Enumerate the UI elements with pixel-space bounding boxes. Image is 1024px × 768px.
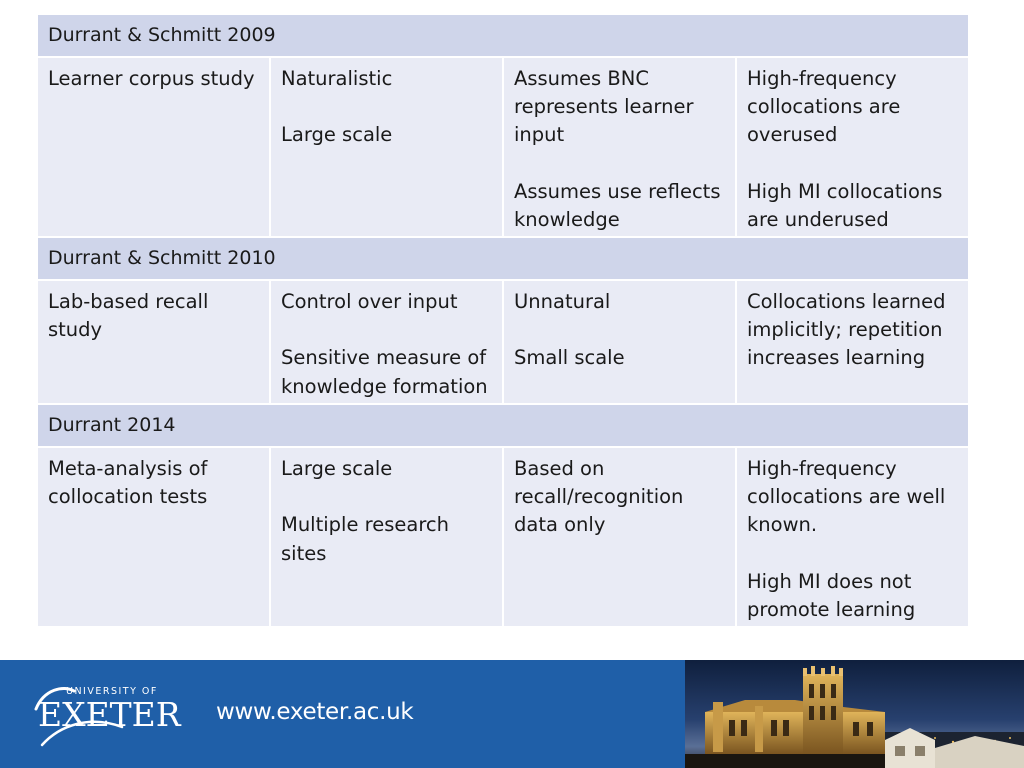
cell-text: Large scale xyxy=(281,457,393,480)
comparison-table xyxy=(38,15,964,626)
strengths-cell xyxy=(271,448,502,626)
cell-text: Small scale xyxy=(514,346,625,370)
strengths-cell xyxy=(271,281,502,403)
cell-text: Assumes BNC represents learner input xyxy=(514,67,694,147)
cell-text: Large scale xyxy=(281,123,393,147)
limitations-cell xyxy=(504,281,735,403)
study-type-cell xyxy=(38,281,269,403)
cell-text: Meta-analysis of collocation tests xyxy=(48,457,208,509)
cell-text: Learner corpus study xyxy=(48,67,255,90)
cell-text: Control over input xyxy=(281,290,458,313)
section-header-durrant-schmitt-2009: Durrant & Schmitt 2009 xyxy=(38,15,968,56)
cathedral-photo xyxy=(685,660,1024,768)
findings-cell xyxy=(737,448,968,626)
cathedral-night-image xyxy=(685,660,1024,768)
findings-cell xyxy=(737,281,968,403)
cell-text: High-frequency collocations are well known. xyxy=(747,457,946,537)
limitations-cell xyxy=(504,448,735,626)
cell-text: High MI does not promote learning xyxy=(747,569,916,621)
cell-text: Naturalistic xyxy=(281,67,393,90)
footer-band xyxy=(0,660,1024,768)
cell-text: High MI collocations are underused xyxy=(747,179,943,231)
university-logo xyxy=(30,685,181,751)
logo-name-text: EXETER xyxy=(38,695,181,734)
section-header-durrant-schmitt-2010: Durrant & Schmitt 2010 xyxy=(38,238,968,279)
findings-cell xyxy=(737,58,968,236)
cell-text: Unnatural xyxy=(514,290,611,313)
study-type-cell xyxy=(38,448,269,626)
cell-text: Multiple research sites xyxy=(281,513,450,565)
cell-text: Sensitive measure of knowledge formation xyxy=(281,346,488,398)
cell-text: Assumes use reflects knowledge xyxy=(514,179,721,231)
study-type-cell xyxy=(38,58,269,236)
cell-text: High-frequency collocations are overused xyxy=(747,67,901,147)
limitations-cell xyxy=(504,58,735,236)
section-header-durrant-2014: Durrant 2014 xyxy=(38,405,968,446)
website-link[interactable]: www.exeter.ac.uk xyxy=(216,699,414,725)
strengths-cell xyxy=(271,58,502,236)
cell-text: Collocations learned implicitly; repetition increases learning xyxy=(747,290,946,370)
logo-university-text: UNIVERSITY OF xyxy=(66,686,158,697)
cell-text: Based on recall/recognition data only xyxy=(514,457,684,537)
cell-text: Lab-based recall study xyxy=(48,290,209,342)
